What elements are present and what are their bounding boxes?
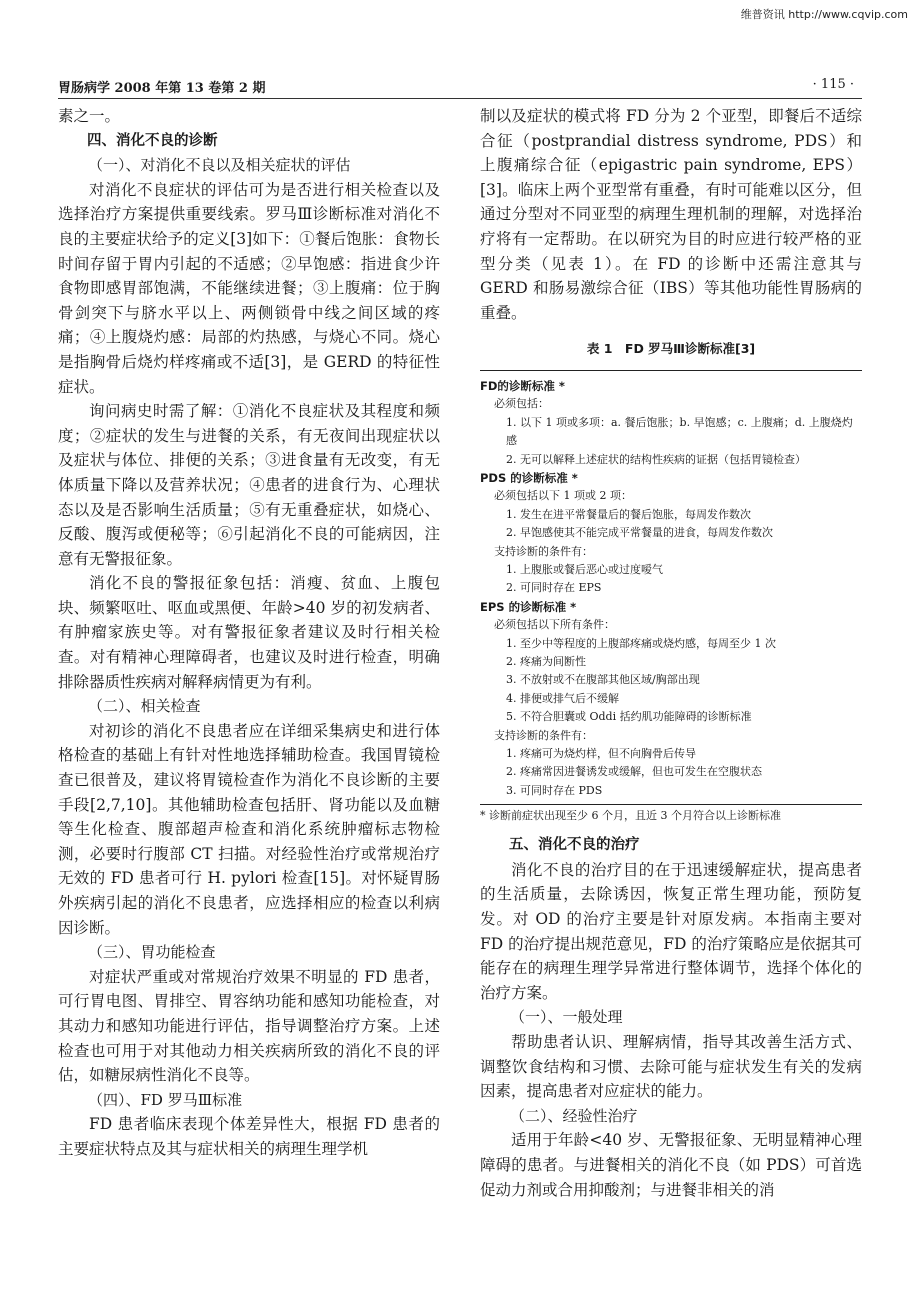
paragraph: FD 患者临床表现个体差异性大，根据 FD 患者的主要症状特点及其与症状相关的病理生理学机	[58, 1115, 440, 1158]
table-row: 2. 可同时存在 EPS	[506, 581, 602, 595]
table-footnote: * 诊断前症状出现至少 6 个月，且近 3 个月符合以上诊断标准	[480, 809, 781, 823]
table-row: 支持诊断的条件有：	[494, 544, 593, 558]
table-row: 1. 以下 1 项或多项：a. 餐后饱胀；b. 早饱感；c. 上腹痛；d. 上腹烧灼感	[506, 415, 853, 448]
diagnostic-criteria-table	[480, 370, 862, 805]
table-row: 支持诊断的条件有：	[494, 728, 593, 742]
subsection-heading: （一）、对消化不良以及相关症状的评估	[88, 156, 351, 175]
subsection-heading: （三）、胃功能检查	[88, 943, 216, 962]
table-caption: 表 1 FD 罗马Ⅲ诊断标准[3]	[586, 341, 756, 357]
table-row: 4. 排便或排气后不缓解	[506, 691, 619, 705]
paragraph: 对初诊的消化不良患者应在详细采集病史和进行体格检查的基础上有针对性地选择辅助检查。我国胃镜检查已很普及，建议将胃镜检查作为消化不良诊断的主要手段[2,7,10]。其他辅助检查包括肝、肾功能以及血糖等生化检查、腹部超声检查和消化系统肿瘤标志物检测，必要时行腹部 CT 扫描。对经验性治疗或常规治疗无效的 FD 患者可行 H. pylori 检查[15]。对怀疑胃肠外疾病引起的消化不良患者，应选择相应的检查以利病因诊断。	[58, 721, 440, 937]
section-heading: 五、消化不良的治疗	[509, 837, 640, 854]
table-row: 必须包括以下所有条件：	[494, 618, 615, 632]
left-column	[58, 104, 440, 1162]
paragraph: 询问病史时需了解：①消化不良症状及其程度和频度；②症状的发生与进餐的关系，有无夜间出现症状以及症状与体位、排便的关系；③进食量有无改变，有无体质量下降以及营养状况；④患者的进食行为、心理状态以及是否影响生活质量；⑤有无重叠症状，如烧心、反酸、腹泻或便秘等；⑥引起消化不良的可能病因，注意有无警报征象。	[58, 402, 440, 568]
page-number: · 115 ·	[812, 77, 854, 92]
paragraph: 对症状严重或对常规治疗效果不明显的 FD 患者，可行胃电图、胃排空、胃容纳功能和感知功能检查，对其动力和感知功能进行评估，指导调整治疗方案。上述检查也可用于对其他动力相关疾病所致的消化不良的评估，如糖尿病性消化不良等。	[58, 967, 440, 1085]
table-row: 3. 可同时存在 PDS	[506, 783, 603, 797]
paragraph: 帮助患者认识、理解病情，指导其改善生活方式、调整饮食结构和习惯、去除可能与症状发生有关的发病因素，提高患者对应症状的能力。	[480, 1033, 862, 1101]
subsection-heading: （二）、经验性治疗	[510, 1106, 638, 1125]
header-rule	[58, 98, 862, 99]
paragraph: 消化不良的警报征象包括：消瘦、贫血、上腹包块、频繁呕吐、呕血或黑便、年龄>40 岁的初发病者、有肿瘤家族史等。对有警报征象者建议及时行相关检查。对有精神心理障碍者，也建议及时进行检查，明确排除器质性疾病对解释病情更为有利。	[58, 574, 440, 691]
subsection-heading: （四）、FD 罗马Ⅲ标准	[88, 1090, 243, 1109]
table-row: 必须包括：	[494, 397, 549, 411]
watermark-text: 维普资讯 http://www.cqvip.com	[740, 8, 908, 21]
running-header-journal: 胃肠病学 2008 年第 13 卷第 2 期	[58, 81, 266, 96]
table-row: 1. 发生在进平常餐量后的餐后饱胀，每周发作数次	[506, 507, 751, 521]
subsection-heading: （一）、一般处理	[510, 1008, 623, 1027]
table-row: 2. 疼痛为间断性	[506, 655, 586, 669]
table-section-title: FD的诊断标准 *	[480, 378, 565, 393]
table-row: 2. 疼痛常因进餐诱发或缓解，但也可发生在空腹状态	[506, 765, 762, 779]
table-row: 5. 不符合胆囊或 Oddi 括约肌功能障碍的诊断标准	[506, 710, 752, 724]
paragraph: 消化不良的治疗目的在于迅速缓解症状，提高患者的生活质量，去除诱因，恢复正常生理功能，预防复发。对 OD 的治疗主要是针对原发病。本指南主要对 FD 的治疗提出规范意见，FD 的治疗策略应是依据其可能存在的病理生理学异常进行整体调节，选择个体化的治疗方案。	[480, 860, 862, 1002]
table-section-title: PDS 的诊断标准 *	[480, 470, 578, 485]
table-section-title: EPS 的诊断标准 *	[480, 599, 577, 614]
subsection-heading: （二）、相关检查	[88, 697, 201, 716]
table-row: 3. 不放射或不在腹部其他区域/胸部出现	[506, 673, 700, 687]
table-row: 1. 至少中等程度的上腹部疼痛或烧灼感，每周至少 1 次	[506, 636, 776, 650]
table-row: 2. 无可以解释上述症状的结构性疾病的证据（包括胃镜检查）	[506, 452, 806, 466]
table-row: 1. 疼痛可为烧灼样，但不向胸骨后传导	[506, 747, 696, 761]
section-heading: 四、消化不良的诊断	[87, 132, 218, 149]
paragraph: 对消化不良症状的评估可为是否进行相关检查以及选择治疗方案提供重要线索。罗马Ⅲ诊断标准对消化不良的主要症状给予的定义[3]如下：①餐后饱胀：食物长时间存留于胃内引起的不适感；②早饱感：指进食少许食物即感胃部饱满，不能继续进餐；③上腹痛：位于胸骨剑突下与脐水平以上、两侧锁骨中线之间区域的疼痛；④上腹烧灼感：局部的灼热感，与烧心不同。烧心是指胸骨后烧灼样疼痛或不适[3]，是 GERD 的特征性症状。	[58, 180, 440, 396]
table-row: 2. 早饱感使其不能完成平常餐量的进食，每周发作数次	[506, 526, 773, 540]
table-row: 1. 上腹胀或餐后恶心或过度嗳气	[506, 563, 663, 576]
paragraph: 制以及症状的模式将 FD 分为 2 个亚型，即餐后不适综合征（postprandial distress syndrome, PDS）和上腹痛综合征（epigastric pain syndrome, EPS）[3]。临床上两个亚型常有重叠，有时可能难以区分，但通过分型对不同亚型的病理生理机制的理解，对选择治疗将有一定帮助。在以研究为目的时应进行较严格的亚型分类（见表 1）。在 FD 的诊断中还需注意其与 GERD 和肠易激综合征（IBS）等其他功能性胃肠病的重叠。	[480, 107, 862, 322]
right-column	[480, 104, 862, 1202]
paragraph: 适用于年龄<40 岁、无警报征象、无明显精神心理障碍的患者。与进餐相关的消化不良（如 PDS）可首选促动力剂或合用抑酸剂；与进餐非相关的消	[480, 1131, 862, 1199]
table-row: 必须包括以下 1 项或 2 项：	[494, 489, 632, 503]
paragraph: 素之一。	[58, 107, 121, 125]
